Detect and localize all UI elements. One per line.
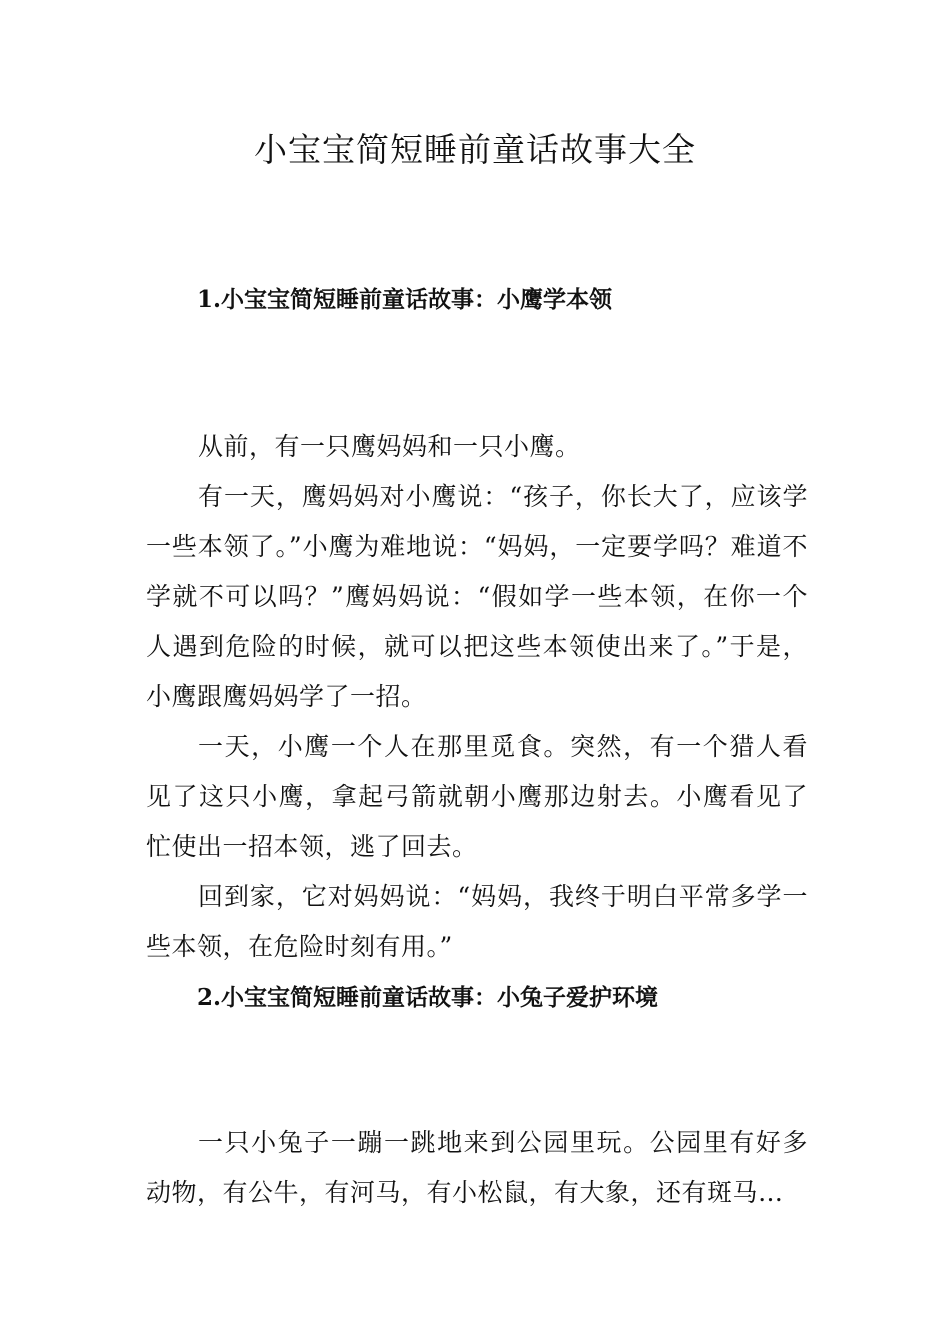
section-1-heading: 1.小宝宝简短睡前童话故事：小鹰学本领 — [197, 286, 613, 313]
section-1-paragraph-4: 回到家，它对妈妈说：“妈妈，我终于明白平常多学一些本领，在危险时刻有用。” — [146, 882, 808, 961]
document-title: 小宝宝简短睡前童话故事大全 — [254, 130, 696, 169]
section-1-paragraph-2: 有一天，鹰妈妈对小鹰说：“孩子，你长大了，应该学一些本领了。”小鹰为难地说：“妈妈，一定要学吗？难道不学就不可以吗？”鹰妈妈说：“假如学一些本领，在你一个人遇到危险的时候，就可以把这些本领使出来了。”于是，小鹰跟鹰妈妈学了一招。 — [146, 482, 808, 711]
section-2-heading: 2.小宝宝简短睡前童话故事：小兔子爱护环境 — [197, 984, 659, 1011]
section-2-paragraph-1: 一只小兔子一蹦一跳地来到公园里玩。公园里有好多动物，有公牛，有河马，有小松鼠，有大象，还有斑马… — [146, 1128, 808, 1207]
section-1-paragraph-3: 一天，小鹰一个人在那里觅食。突然，有一个猎人看见了这只小鹰，拿起弓箭就朝小鹰那边射去。小鹰看见了忙使出一招本领，逃了回去。 — [146, 732, 808, 861]
section-1-paragraph-1: 从前，有一只鹰妈妈和一只小鹰。 — [198, 432, 581, 461]
